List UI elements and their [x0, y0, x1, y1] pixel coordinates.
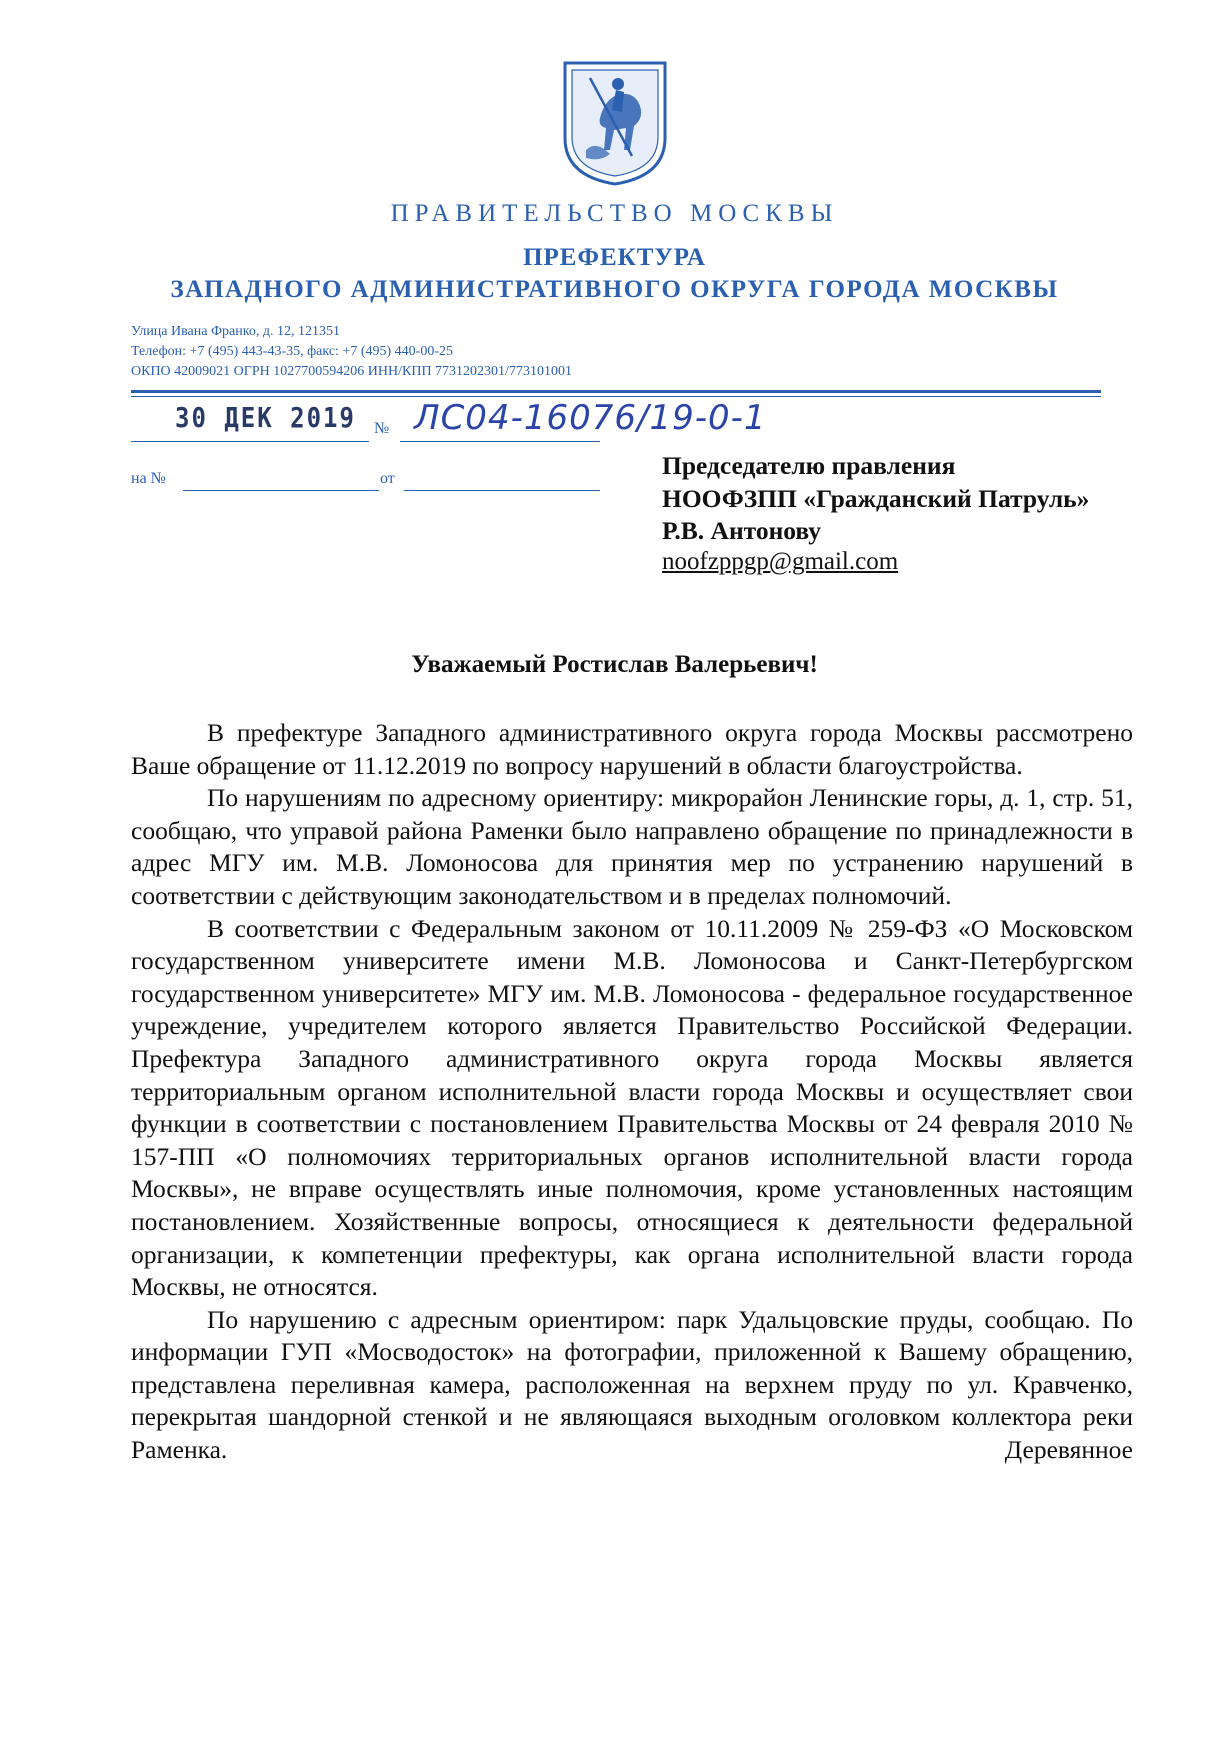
ref-number-label: на № [131, 470, 166, 487]
district-title: ЗАПАДНОГО АДМИНИСТРАТИВНОГО ОКРУГА ГОРОДА МОСКВЫ [170, 276, 1059, 303]
addressee-organization: НООФЗПП «Гражданский Патруль» [662, 483, 1090, 513]
addressee-email-link[interactable]: noofzppgp@gmail.com [662, 548, 899, 575]
letterhead-address: Улица Ивана Франко, д. 12, 121351 [131, 324, 340, 339]
letter-body [131, 717, 1133, 1467]
letterhead-rule-thin [131, 396, 1101, 397]
paragraph: В префектуре Западного административного округа города Москвы рассмотрено Ваше обращение от 11.12.2019 по вопросу нарушений в области благоустройства. [131, 718, 1133, 780]
letterhead-phone: Телефон: +7 (495) 443-43-35, факс: +7 (495) 440-00-25 [131, 344, 453, 359]
handwritten-number: ЛС04-16076/19-0-1 [414, 398, 767, 438]
letterhead-codes: ОКПО 42009021 ОГРН 1027700594206 ИНН/КПП 7731202301/773101001 [131, 364, 572, 379]
paragraph: По нарушению с адресным ориентиром: парк Удальцовские пруды, сообщаю. По информации ГУП «Мосводосток» на фотографии, приложенной к Вашему обращению, представлена переливная камера, расположенная на верхнем пруду по ул. Кравченко, перекрытая шандорной стенкой и не являющаяся выходным оголовком коллектора реки Раменка. Деревянное [131, 1304, 1133, 1465]
ref-date-label: от [380, 470, 395, 487]
moscow-coat-of-arms-icon [560, 58, 670, 188]
prefecture-title: ПРЕФЕКТУРА [523, 244, 706, 271]
date-stamp: 30 ДЕК 2019 [175, 401, 356, 435]
number-label: № [374, 420, 390, 437]
paragraph: В соответствии с Федеральным законом от 10.11.2009 № 259-ФЗ «О Московском государственном университете имени М.В. Ломоносова и Санкт-Петербургском государственном университете» МГУ им. М.В. Ломоносова - федеральное государственное учреждение, учредителем которого является Правительство Российской Федерации. Префектура Западного административного округа города Москвы является территориальным органом исполнительной власти города Москвы и осуществляет свои функции в соответствии с постановлением Правительства Москвы от 24 февраля 2010 № 157-ПП «О полномочиях территориальных органов исполнительной власти города Москвы», не вправе осуществлять иные полномочия, кроме установленных настоящим постановлением. Хозяйственные вопросы, относящиеся к деятельности федеральной организации, к компетенции префектуры, как органа исполнительной власти города Москвы, не относятся. [131, 913, 1133, 1302]
addressee-position: Председателю правления [662, 451, 956, 480]
government-title: ПРАВИТЕЛЬСТВО МОСКВЫ [390, 200, 839, 227]
greeting: Уважаемый Ростислав Валерьевич! [411, 651, 818, 678]
paragraph: По нарушениям по адресному ориентиру: микрорайон Ленинские горы, д. 1, стр. 51, сообщаю, что управой района Раменки было направлено обращение по принадлежности в адрес МГУ им. М.В. Ломоносова для принятия мер по устранению нарушений в соответствии с действующим законодательством и в пределах полномочий. [131, 783, 1133, 910]
ref-date-line [404, 490, 600, 491]
date-line [131, 441, 369, 442]
number-line [400, 441, 600, 442]
addressee-name: Р.В. Антонову [662, 516, 822, 545]
addressee-block [662, 450, 1089, 548]
ref-number-line [183, 490, 379, 491]
letterhead-rule [131, 390, 1101, 393]
